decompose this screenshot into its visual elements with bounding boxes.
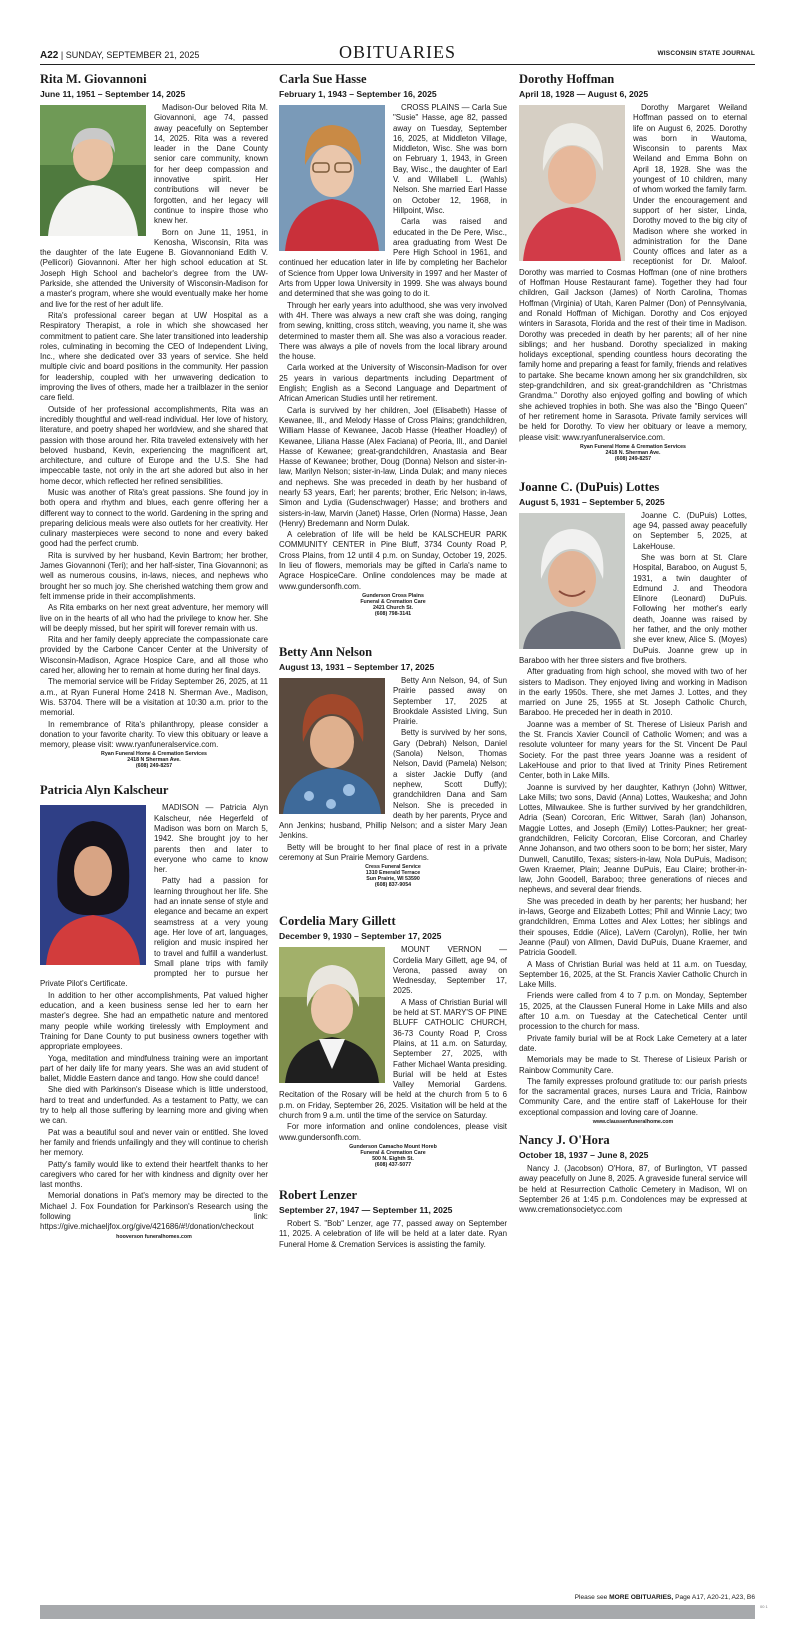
obit-name: Carla Sue Hasse — [279, 72, 367, 86]
obituary-gillett — [279, 914, 507, 1168]
funeral-home-city: Sun Prairie, WI 53590 — [366, 876, 420, 883]
funeral-home-phone: (608) 837-9054 — [374, 882, 412, 889]
column-3 — [519, 64, 747, 1217]
portrait-photo — [40, 105, 146, 236]
obit-paragraph: Dorothy Margaret Weiland Hoffman passed on to eternal life on August 6, 2025. Dorothy was born in Wautoma, Wisconsin to parents Max Weiland and Emma Bohn on April 18, 1928. She was the youngest of 10 children, many of whom worked the family farm. Under the encouragement and support of her sister, Linda, Dorothy moved to the big city of Madison where she worked in administration for the Dane County offices and later as a receptionist for Dr. Maloof. Dorothy was married to Cosmas Hoffman (one of nine brothers of Hoffman House Restaurant fame). Together they had four children, Gail Jackson (James) of North Carolina, Thomas Hoffman (Virginia) of Utah, Karen Palmer (Don) of Pennsylvania, and Ronald Hoffman of Michigan. Dorothy and Cos enjoyed winters in Sarasota, Florida and the rest of their time in Madison. Dorothy was preceded in death by her parents; all of her nine siblings; and her husband. Dorothy specialized in making holidays exceptional, spending countless hours decorating the family home and preparing a feast for family, friends and relatives to partake. She became known among her six grandchildren, six step-grandchildren, and six great-grandchildren as "Christmas Grandma." Dorothy also enjoyed golfing and bowling of which she achieved trophies in both. She was also the "Bingo Queen" of her retirement home in Sarasota. Private family services will be held for Dorothy. To view her obituary or leave a memory, please visit: www.ryanfuneralservice.com. — [519, 103, 747, 442]
obit-paragraph: Betty will be brought to her final place of rest in a private ceremony at Sun Prairie Memory Gardens. — [279, 842, 507, 862]
obit-dates: December 9, 1930 – September 17, 2025 — [279, 931, 442, 942]
section-title: OBITUARIES — [339, 42, 456, 62]
obit-paragraph: MADISON — Patricia Alyn Kalscheur, née Hegerfeld of Madison was born on March 5, 1942. She brought joy to her parents then and later to everyone who came to know her. — [154, 803, 268, 875]
obituary-giovannoni — [40, 72, 268, 769]
funeral-home-name: Ryan Funeral Home & Cremation Services — [580, 443, 686, 450]
obit-paragraph: Rita is survived by her husband, Kevin Bartrom; her brother, James Giovannoni (Teri); and her half-sister, Tina Giovannoni; as well as numerous cousins, in-laws, nieces, and nephews who brought her so much joy. She cherished watching them grow and felt immense pride in their accomplishments. — [40, 550, 268, 601]
obit-paragraph: Outside of her professional accomplishments, Rita was an incredibly thoughtful and well-read individual. Her love of history, literature, and poetry shaped her worldview, and she shared that passion with those around her. Rita traveled extensively with her beloved husband, Kevin, experiencing the magnificent art, architecture, and culture of Europe and the U.S. She had impeccable taste, not only in the art she adored but also in her home decor, which reflected her refined sensibilities. — [40, 404, 268, 486]
obit-dates: October 18, 1937 – June 8, 2025 — [519, 1150, 649, 1161]
funeral-home-tagline: Funeral & Cremation Care — [360, 1149, 426, 1156]
obit-name: Dorothy Hoffman — [519, 72, 615, 86]
obituary-hasse — [279, 72, 507, 617]
obit-body — [279, 1219, 507, 1250]
more-obituaries-note — [519, 1594, 755, 1601]
funeral-home-info — [279, 1144, 507, 1168]
page-code: 00 1 — [760, 1604, 768, 1609]
obit-paragraph: Yoga, meditation and mindfulness training were an important part of her daily life for many years. She was an avid student of ballet, Middle Eastern dance and tango. How she could dance! — [40, 1053, 268, 1084]
obit-paragraph: A Mass of Christian Burial was held at 11 a.m. on Tuesday, September 16, 2025, at the St. Francis Xavier Catholic Church in Lake Mills. — [519, 959, 747, 990]
obit-body — [40, 803, 268, 1232]
funeral-home-address: 1310 Emerald Terrace — [365, 870, 421, 877]
obit-body — [519, 103, 747, 443]
obit-body — [519, 1164, 747, 1215]
portrait-photo — [279, 678, 385, 814]
obit-dates: August 5, 1931 – September 5, 2025 — [519, 496, 665, 507]
obit-body — [279, 945, 507, 1143]
funeral-home-info — [279, 593, 507, 617]
obituary-hoffman — [519, 72, 747, 462]
obit-body — [40, 103, 268, 750]
obit-name: Betty Ann Nelson — [279, 644, 373, 659]
obit-paragraph: For more information and online condolences, please visit www.gundersonfh.com. — [279, 1122, 507, 1142]
obit-dates: June 11, 1951 – September 14, 2025 — [40, 89, 186, 99]
page-number: A22 — [40, 50, 59, 61]
column-2 — [279, 64, 507, 1251]
obit-body — [519, 511, 747, 1118]
obit-name: Robert Lenzer — [279, 1187, 358, 1202]
obituary-kalscheur — [40, 783, 268, 1239]
obituary-lenzer — [279, 1188, 507, 1250]
obit-name: Joanne C. (DuPuis) Lottes — [519, 479, 660, 494]
obit-paragraph: Memorials may be made to St. Therese of Lisieux Parish or Rainbow Community Care. — [519, 1055, 747, 1075]
footer-bar — [40, 1605, 755, 1619]
masthead — [40, 40, 755, 65]
obit-name: Cordelia Mary Gillett — [279, 914, 396, 929]
obit-paragraph: In remembrance of Rita's philanthropy, please consider a donation to your favorite charity. To view this obituary or leave a memory, please visit: www.ryanfuneralservice.com. — [40, 719, 268, 750]
obit-paragraph: Madison-Our beloved Rita M. Giovannoni, age 74, passed away peacefully on September 14, 2025. Rita was a revered leader in the Dane County senior care community, known for her deep compassion and innovative spirit. Her contributions will never be forgotten, and her legacy will continue to inspire those who knew her. — [154, 103, 268, 226]
funeral-home-phone: (608) 249-8257 — [135, 763, 173, 770]
obit-paragraph: Joanne is survived by her daughter, Kathryn (John) Wittwer, Lake Mills; two sons, David (Anna) Lottes, Waukesha; and John Lottes, Milwaukee. She is further survived by her grandchildren, Adria (Sean) Corcoran, Eric Wittwer, Sarah (Ian) Johanson, Maggie Lottes, and Joseph (Emily) Lottes-Paukner; her great-grandchildren, Felicity Corcoran, Elise Corcoran, and Charley Anne Johanson, and two others soon to be born; her sister, Mary Dunwell, Canutillo, Texas; sisters-in-law, Nola DuPuis, Madison; Gwen Kraemer, Plain; Jeanne DuPuis, Eau Claire; brother-in-law, John Goodell, Baraboo; three generations of nieces and nephews, and several dear friends. — [519, 782, 747, 895]
note-prefix: Please see — [574, 1594, 610, 1601]
funeral-home-address: 2418 N. Sherman Ave. — [605, 449, 661, 456]
obit-paragraph: In addition to her other accomplishments, Pat valued higher education, and a keen business sense led her to earn her master's degree. She had an empathetic nature and mentored many people while working tirelessly with Employment and Training for Dane County to put business owners together with appropriate employees. — [40, 990, 268, 1052]
obit-paragraph: She was preceded in death by her parents; her husband; her in-laws, George and Elizabeth Lottes; Phil and Winnie Lacy; two grandchildren, Emma Lottes and Alex Lottes; her siblings and their spouses, Eddie (Alice), LaVern (Carolyn), Rollie, her twin Jeanne (Paul) von Allmen, David DuPuis, Duane Kraemer, and Patricia Goodell. — [519, 896, 747, 958]
obit-dates: February 1, 1943 – September 16, 2025 — [279, 89, 437, 99]
obit-paragraph: She died with Parkinson's Disease which is little understood, hard to treat and underfunded. As a testament to Patty, we can try to help all those suffering by learning more and giving when we can. — [40, 1085, 268, 1126]
funeral-home-address: 500 N. Eighth St. — [372, 1155, 414, 1162]
more-obituaries-link[interactable]: MORE OBITUARIES, — [609, 1594, 674, 1601]
obit-paragraph: Betty Ann Nelson, 94, of Sun Prairie passed away on September 17, 2025 at Brookdale Assisted Living, Sun Prairie. — [393, 675, 507, 727]
obituary-lottes — [519, 480, 747, 1125]
funeral-home-website: www.claussenfuneralhome.com — [592, 1119, 674, 1126]
funeral-home-website: hooverson funeralhomes.com — [116, 1233, 192, 1240]
obit-paragraph: The family expresses profound gratitude to: our parish priests for the sacramental graces, nurses Laura and Tricia, Rainbow Community Care, and the entire staff of LakeHouse for their exceptional compassion and loving care of Joanne. — [519, 1076, 747, 1117]
funeral-home-info — [279, 864, 507, 888]
obit-paragraph: The memorial service will be Friday September 26, 2025, at 11 a.m., at Ryan Funeral Home 2418 N. Sherman Ave., Madison, Wis. 53704. There will be a visitation at 10:30 a.m. prior to the memorial. — [40, 677, 268, 718]
obit-body — [279, 103, 507, 592]
obit-paragraph: Robert S. "Bob" Lenzer, age 77, passed away on September 11, 2025. A celebration of life will be held at a later date. Ryan Funeral Home & Cremation Services is assisting the family. — [279, 1218, 507, 1249]
obit-paragraph: CROSS PLAINS — Carla Sue "Susie" Hasse, age 82, passed away on Tuesday, September 16, 2025, at Middleton Village, Middleton, Wisc. She was born on February 1, 1943, in Green Bay, Wisc., the daughter of Earl V. and Willabell L. (Wahls) Nelson. She married Earl Hasse on October 12, 1968, in Hillpoint, Wisc. — [393, 103, 507, 215]
column-1 — [40, 64, 268, 1243]
newspaper-name: WISCONSIN STATE JOURNAL — [657, 50, 755, 57]
obituary-nelson — [279, 645, 507, 888]
obit-paragraph: Carla is survived by her children, Joel (Elisabeth) Hasse of Kewanee, Ill., and Melody Hasse of Cross Plains; grandchildren, William Hasse of Kewanee, Jacob Hasse (Heather Hoadley) of Kewanee, Liliana Hasse (Alex Faciana) of Peoria, Ill., and Daniel Hasse of Kewanee; great-grandchildren, Anastasia and Bear Hasse of Kewanee; brother, Doug (Donna) Nelson and sister-in-law, Marilyn Nelson; sister-in-law, Linda Dulak; and many nieces and nephews. She was preceded in death by her husband of nearly 53 years, Earl; her parents; brother, Eric Nelson; in-laws, Simon and Lydia (Gudenschwager) Hasse; and brothers and sisters-in-law, Marvin (Janet) Hasse, Orlen (Norma) Hasse, Jean (Henry) Bredemann and Norm Dulak. — [279, 405, 507, 528]
obit-paragraph: Memorial donations in Pat's memory may be directed to the Michael J. Fox Foundation for Parkinson's Research using the following link: https://give.michaeljfox.org/give/421686/#!/donation/checkout — [40, 1191, 268, 1232]
funeral-home-name: Gunderson Camacho Mount Horeb — [349, 1143, 437, 1150]
obit-name: Patricia Alyn Kalscheur — [40, 783, 169, 798]
obit-paragraph: Rita and her family deeply appreciate the compassionate care provided by the Carbone Cancer Center at the University of Wisconsin-Madison, Agrace Hospice Care, and all those who cared her, allowing her to remain at home during her final days. — [40, 635, 268, 676]
funeral-home-name: Gunderson Cross Plains — [362, 592, 424, 599]
portrait-photo — [519, 513, 625, 649]
obit-name: Rita M. Giovannoni — [40, 72, 147, 86]
obit-paragraph: She was born at St. Clare Hospital, Baraboo, on August 5, 1931, a twin daughter of Edmund J. and Theodora Elinore (Leonard) DuPuis. Following her mother's early death, Joanne was raised by her father, and the only mother she ever knew, Alice S. (Moyes) DuPuis. Joanne grew up in Baraboo with her three sisters and five brothers. — [519, 552, 747, 665]
funeral-home-info — [40, 1234, 268, 1240]
obit-paragraph: Born on June 11, 1951, in Kenosha, Wisconsin, Rita was the daughter of the late Eugene B. Giovannoniand Edith V. (Pellicori) Giovannoni. After her high school education at St. Joseph High School and bachelor's degree from the UW-Parkside, she attended the University of Wisconsin-Madison for a master's program, where she would eventually make her home and live for the rest of her adult life. — [40, 227, 268, 309]
obit-paragraph: As Rita embarks on her next great adventure, her memory will live on in the hearts of all who had the privilege to know her. She will be deeply missed, but her spirit will forever remain with us. — [40, 603, 268, 633]
issue-date: SUNDAY, SEPTEMBER 21, 2025 — [65, 50, 200, 60]
obit-paragraph: Private family burial will be at Rock Lake Cemetery at a later date. — [519, 1033, 747, 1053]
obituary-ohora — [519, 1133, 747, 1215]
obit-paragraph: A celebration of life will be held be KALSCHEUR PARK COMMUNITY CENTER in Pine Bluff, 3734 County Road P, Cross Plains, from 12 until 4 p.m. on Sunday, October 19, 2025. In lieu of flowers, memorials may be gifted in Carla's name to Agrace HospiceCare. Online condolences may be made at www.gundersonfh.com. — [279, 530, 507, 591]
funeral-home-phone: (608) 798-3141 — [374, 610, 412, 617]
page-info: A22 | SUNDAY, SEPTEMBER 21, 2025 — [40, 50, 200, 61]
obit-paragraph: Rita's professional career began at UW Hospital as a Respiratory Therapist, a role in which she showcased her commitment to patient care. She later transitioned into leadership roles, culminating in becoming the CEO of Independent Living, Inc., where she dedicated over 33 years of service. She held multiple civic and board positions in the community. Her passion for leadership, coupled with her unwavering dedication to improving the lives of others, made her a trailblazer in the senior care field. — [40, 310, 268, 403]
obit-paragraph: Carla was raised and educated in the De Pere, Wisc., area graduating from West De Pere High School in 1961, and continued her education later in life by completing her Bachelor of Science from Upper Iowa University in 1997 and her Master of Arts from Upper Iowa University in 1999. She was always bound and determined that she was going to do it. — [279, 217, 507, 299]
portrait-photo — [279, 105, 385, 251]
funeral-home-info — [40, 751, 268, 769]
funeral-home-phone: (608) 249-8257 — [614, 455, 652, 462]
obit-paragraph: Through her early years into adulthood, she was very involved with 4H. There was always a new craft she was doing, ranging from sewing, knitting, cross stitch, weaving, you name it, she was determined to master them all. She was also a voracious reader. There was always a pile of novels from the local library around the house. — [279, 300, 507, 362]
funeral-home-info — [519, 444, 747, 462]
note-pages: Page A17, A20-21, A23, B6 — [673, 1594, 755, 1601]
obit-paragraph: Pat was a beautiful soul and never vain or entitled. She loved her family and friends unfailingly and they will continue to cherish her memory. — [40, 1127, 268, 1158]
funeral-home-tagline: Funeral & Cremation Care — [360, 598, 426, 605]
obit-paragraph: Joanne was a member of St. Therese of Lisieux Parish and the St. Francis Xavier Council of Catholic Women; and was a resolute volunteer for many years for the St. Vincent De Paul Society. For the past three years Joanne was a resident of LakeHouse and prior to that lived at Trinity Pines Retirement Center, both in Lake Mills. — [519, 719, 747, 781]
obit-paragraph: After graduating from high school, she moved with two of her sisters to Madison. They enjoyed living and working in Madison in the early 1950s. There, she met James J. Lottes, and they married on June 25, 1955 at St. Joseph Catholic Church, Baraboo. He preceded her in death in 2010. — [519, 667, 747, 718]
portrait-photo — [519, 105, 625, 261]
portrait-photo — [40, 805, 146, 965]
funeral-home-address: 2421 Church St. — [372, 604, 414, 611]
obit-paragraph: A Mass of Christian Burial will be held at ST. MARY'S OF PINE BLUFF CATHOLIC CHURCH, 36-73 County Road P, Cross Plains, at 11 a.m. on Saturday, September 27, 2025, with Father Michael Wanta presiding. Burial will be held at Estes Valley Memorial Gardens. Recitation of the Rosary will be held at the church from 5 to 6 p.m. on Friday, September 26, 2025. Visitation will be held at the church from 9 a.m. until the time of the service on Saturday. — [279, 997, 507, 1121]
obit-dates: August 13, 1931 – September 17, 2025 — [279, 661, 435, 672]
obit-paragraph: Friends were called from 4 to 7 p.m. on Monday, September 15, 2025, at the Claussen Funeral Home in Lake Mills and also after 10 a.m. on Tuesday at the Catechetical Center until procession to the church for mass. — [519, 991, 747, 1032]
obit-name: Nancy J. O'Hora — [519, 1133, 610, 1148]
obit-paragraph: MOUNT VERNON — Cordelia Mary Gillett, age 94, of Verona, passed away on Wednesday, September 17, 2025. — [393, 945, 507, 996]
funeral-home-address: 2418 N Sherman Ave. — [127, 757, 181, 764]
obit-paragraph: Carla worked at the University of Wisconsin-Madison for over 25 years in various departments including Department of English; English as a Second Language and Department of African American Studies until her retirement. — [279, 363, 507, 404]
funeral-home-info — [519, 1119, 747, 1125]
funeral-home-phone: (608) 437-5077 — [374, 1161, 412, 1168]
obit-paragraph: Nancy J. (Jacobson) O'Hora, 87, of Burlington, VT passed away peacefully on June 8, 2025. A graveside funeral service will be held at Resurrection Catholic Cemetery in Madison, WI on September 26 at 1:45 p.m. Condolences may be expressed at www.cremationsocietycc.com — [519, 1164, 747, 1215]
obit-paragraph: Joanne C. (DuPuis) Lottes, age 94, passed away peacefully on September 5, 2025, at LakeHouse. — [633, 510, 747, 551]
obit-paragraph: Betty is survived by her sons, Gary (Debrah) Nelson, Daniel (Sanola) Nelson, Thomas Nelson, David (Pamela) Nelson; a sister Jackie Duffy (and nephew, Scott Duffy); grandchildren Dana and Sam Nelson. She is preceded in death by her parents, Pryce and Ann Jenkins; husband, Phillip Nelson; and a sister Mary Jean Jenkins. — [279, 728, 507, 841]
funeral-home-name: Cress Funeral Service — [365, 864, 421, 871]
obit-body — [279, 676, 507, 863]
obit-dates: September 27, 1947 — September 11, 2025 — [279, 1204, 453, 1215]
funeral-home-name: Ryan Funeral Home & Cremation Services — [101, 751, 207, 758]
obit-paragraph: Patty's family would like to extend their heartfelt thanks to her caregivers who cared for her with kindness and dignity over her last months. — [40, 1159, 268, 1190]
obit-dates: April 18, 1928 — August 6, 2025 — [519, 89, 649, 99]
obit-paragraph: Music was another of Rita's great passions. She found joy in both opera and rhythm and blues, each genre offering her a different way to connect to the world. Gardening in the spring and preparing delicious meals were also outlets for her creativity. Her culinary masterpieces were second to none and every baked good had the perfect crumb. — [40, 487, 268, 549]
portrait-photo — [279, 947, 385, 1083]
obit-paragraph: Patty had a passion for learning throughout her life. She had an innate sense of style and elegance and became an expert seamstress at a very young age. Her love of art, languages, religion and music inspired her to travel and fulfill a wanderlust. Small plane trips with family prompted her to pursue her Private Pilot's Certificate. — [40, 876, 268, 989]
